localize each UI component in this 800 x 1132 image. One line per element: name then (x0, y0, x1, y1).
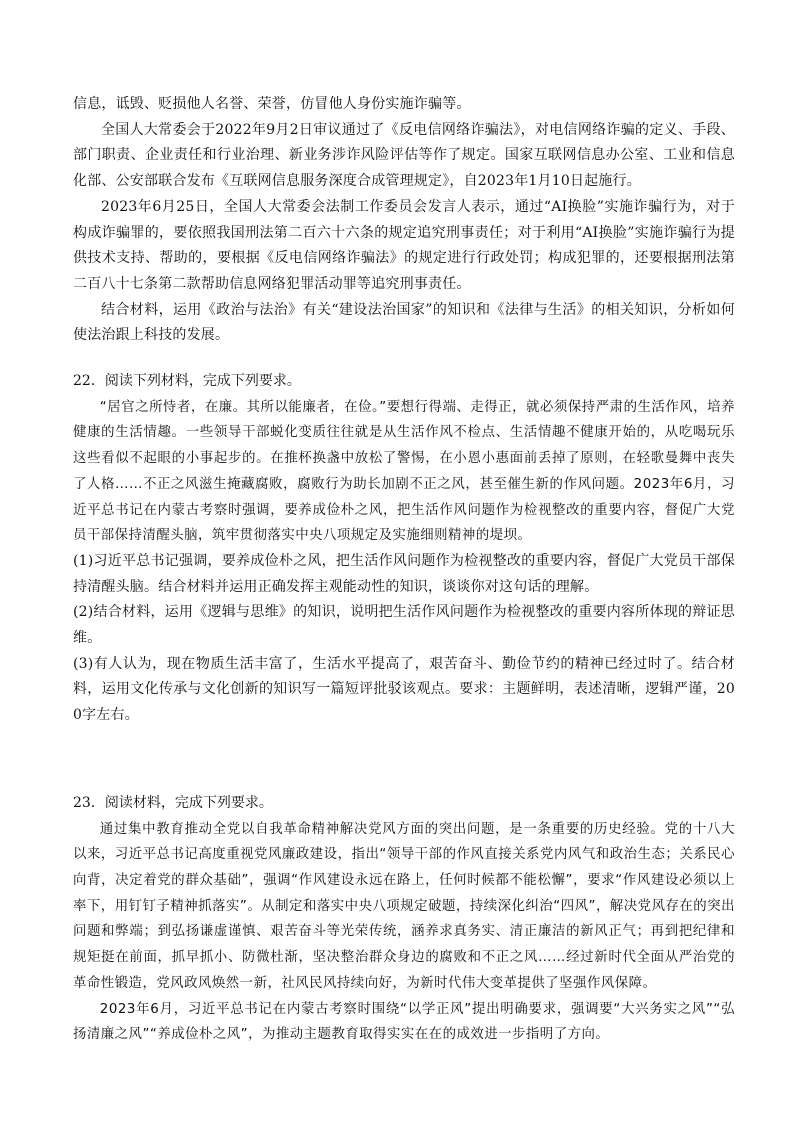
q21-requirement: 结合材料，运用《政治与法治》有关“建设法治国家”的知识和《法律与生活》的相关知识，分析如何使法治跟上科技的发展。 (73, 301, 735, 344)
q22-sub-question-1: (1)习近平总书记强调，要养成俭朴之风，把生活作风问题作为检视整改的重要内容，督促广大党员干部保持清醒头脑。结合材料并运用正确发挥主观能动性的知识，谈谈你对这句话的理解。 (73, 552, 735, 595)
spacer (73, 729, 735, 791)
q21-paragraph-law: 全国人大常委会于2022年9月2日审议通过了《反电信网络诈骗法》，对电信网络诈骗的定义、手段、部门职责、企业责任和行业治理、新业务涉诈风险评估等作了规定。国家互联网信息办公室、工业和信息化部、公安部联合发布《互联网信息服务深度合成管理规定》，自2023年1月10日起施行。 (73, 121, 735, 190)
question-21-section (73, 92, 735, 349)
q22-material: “居官之所恃者，在廉。其所以能廉者，在俭。”要想行得端、走得正，就必须保持严肃的生活作风，培养健康的生活情趣。一些领导干部蜕化变质往往就是从生活作风不检点、生活情趣不健康开始的，从吃喝玩乐这些看似不起眼的小事起步的。在推杯换盏中放松了警惕，在小恩小惠面前丢掉了原则，在轻歌曼舞中丧失了人格……不正之风滋生掩藏腐败，腐败行为助长加剧不正之风，甚至催生新的作风问题。2023年6月，习近平总书记在内蒙古考察时强调，要养成俭朴之风，把生活作风问题作为检视整改的重要内容，督促广大党员干部保持清醒头脑，筑牢贯彻落实中央八项规定及实施细则精神的堤坝。 (73, 399, 735, 544)
q21-paragraph-ai: 2023年6月25日，全国人大常委会法制工作委员会发言人表示，通过“AI换脸”实施诈骗行为，对于构成诈骗罪的，要依照我国刑法第二百六十六条的规定追究刑事责任；对于利用“AI换脸”实施诈骗行为提供技术支持、帮助的，要根据《反电信网络诈骗法》的规定进行行政处罚；构成犯罪的，还要根据刑法第二百八十七条第二款帮助信息网络犯罪活动罪等追究刑事责任。 (73, 198, 735, 292)
question-22-section (73, 369, 735, 729)
q23-material-2: 2023年6月，习近平总书记在内蒙古考察时围绕“以学正风”提出明确要求，强调要“大兴务实之风”“弘扬清廉之风”“养成俭朴之风”，为推动主题教育取得实实在在的成效进一步指明了方向。 (73, 1001, 735, 1043)
spacer (73, 349, 735, 369)
q21-line-0: 信息，诋毁、贬损他人名誉、荣誉，仿冒他人身份实施诈骗等。 (73, 96, 471, 112)
q22-sub-question-3: (3)有人认为，现在物质生活丰富了，生活水平提高了，艰苦奋斗、勤俭节约的精神已经过时了。结合材料，运用文化传承与文化创新的知识写一篇短评批驳该观点。要求：主题鲜明，表述清晰，逻辑严谨，200字左右。 (73, 655, 735, 724)
document-page (73, 92, 735, 1048)
q23-heading: 23．阅读材料，完成下列要求。 (73, 794, 273, 811)
q22-heading: 22．阅读下列材料，完成下列要求。 (73, 373, 301, 390)
question-23-section (73, 791, 735, 1048)
q23-material-1: 通过集中教育推动全党以自我革命精神解决党风方面的突出问题，是一条重要的历史经验。党的十八大以来，习近平总书记高度重视党风廉政建设，指出“领导干部的作风直接关系党内风气和政治生态；关系民心向背，决定着党的群众基础”，强调“作风建设永远在路上，任何时候都不能松懈”，要求“作风建设必须以上率下，用钉钉子精神抓落实”。从制定和落实中央八项规定破题，持续深化纠治“四风”，解决党风存在的突出问题和弊端；到弘扬谦虚谨慎、艰苦奋斗等光荣传统，涵养求真务实、清正廉洁的新风正气；再到把纪律和规矩挺在前面，抓早抓小、防微杜渐，坚决整治群众身边的腐败和不正之风……经过新时代全面从严治党的革命性锻造，党风政风焕然一新，社风民风持续向好，为新时代伟大变革提供了坚强作风保障。 (73, 821, 735, 991)
q22-sub-question-2: (2)结合材料，运用《逻辑与思维》的知识，说明把生活作风问题作为检视整改的重要内容所体现的辩证思维。 (73, 604, 735, 647)
